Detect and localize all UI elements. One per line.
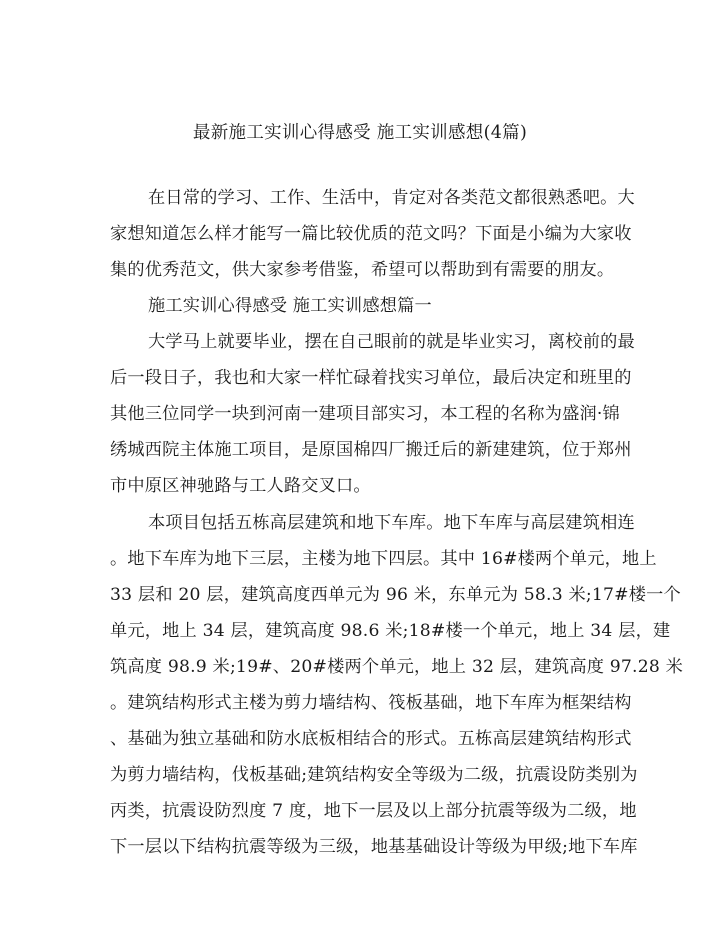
para1-line-5: 市中原区神驰路与工人路交叉口。	[110, 476, 371, 496]
para2-line-10: 下一层以下结构抗震等级为三级，地基基础设计等级为甲级;地下车库	[110, 837, 638, 857]
section-heading: 施工实训心得感受 施工实训感想篇一	[148, 296, 432, 316]
intro-line-3: 集的优秀范文，供大家参考借鉴，希望可以帮助到有需要的朋友。	[110, 260, 615, 280]
intro-line-2: 家想知道怎么样才能写一篇比较优质的范文吗？下面是小编为大家收	[110, 224, 632, 244]
para2-line-3: 33 层和 20 层，建筑高度西单元为 96 米，东单元为 58.3 米;17#楼一个	[110, 585, 681, 605]
para1-line-3: 其他三位同学一块到河南一建项目部实习，本工程的名称为盛润·锦	[110, 404, 620, 424]
para2-line-2: 。地下车库为地下三层，主楼为地下四层。其中 16#楼两个单元，地上	[110, 549, 657, 569]
document-title: 最新施工实训心得感受 施工实训感想(4篇)	[192, 123, 528, 143]
para2-line-4: 单元，地上 34 层，建筑高度 98.6 米;18#楼一个单元，地上 34 层，建	[110, 621, 671, 641]
para2-line-5: 筑高度 98.9 米;19#、20#楼两个单元，地上 32 层，建筑高度 97.28 米	[110, 657, 684, 677]
para2-line-7: 、基础为独立基础和防水底板相结合的形式。五栋高层建筑结构形式	[110, 729, 632, 749]
para2-line-6: 。建筑结构形式主楼为剪力墙结构、筏板基础，地下车库为框架结构	[110, 693, 632, 713]
para2-line-1: 本项目包括五栋高层建筑和地下车库。地下车库与高层建筑相连	[148, 513, 635, 533]
para1-line-2: 后一段日子，我也和大家一样忙碌着找实习单位，最后决定和班里的	[110, 368, 632, 388]
para2-line-8: 为剪力墙结构，伐板基础;建筑结构安全等级为二级，抗震设防类别为	[110, 765, 638, 785]
para1-line-1: 大学马上就要毕业，摆在自己眼前的就是毕业实习，离校前的最	[148, 332, 635, 352]
para2-line-9: 丙类，抗震设防烈度 7 度，地下一层及以上部分抗震等级为二级，地	[110, 801, 637, 821]
intro-line-1: 在日常的学习、工作、生活中，肯定对各类范文都很熟悉吧。大	[148, 188, 635, 208]
para1-line-4: 绣城西院主体施工项目，是原国棉四厂搬迁后的新建建筑，位于郑州	[110, 440, 632, 460]
